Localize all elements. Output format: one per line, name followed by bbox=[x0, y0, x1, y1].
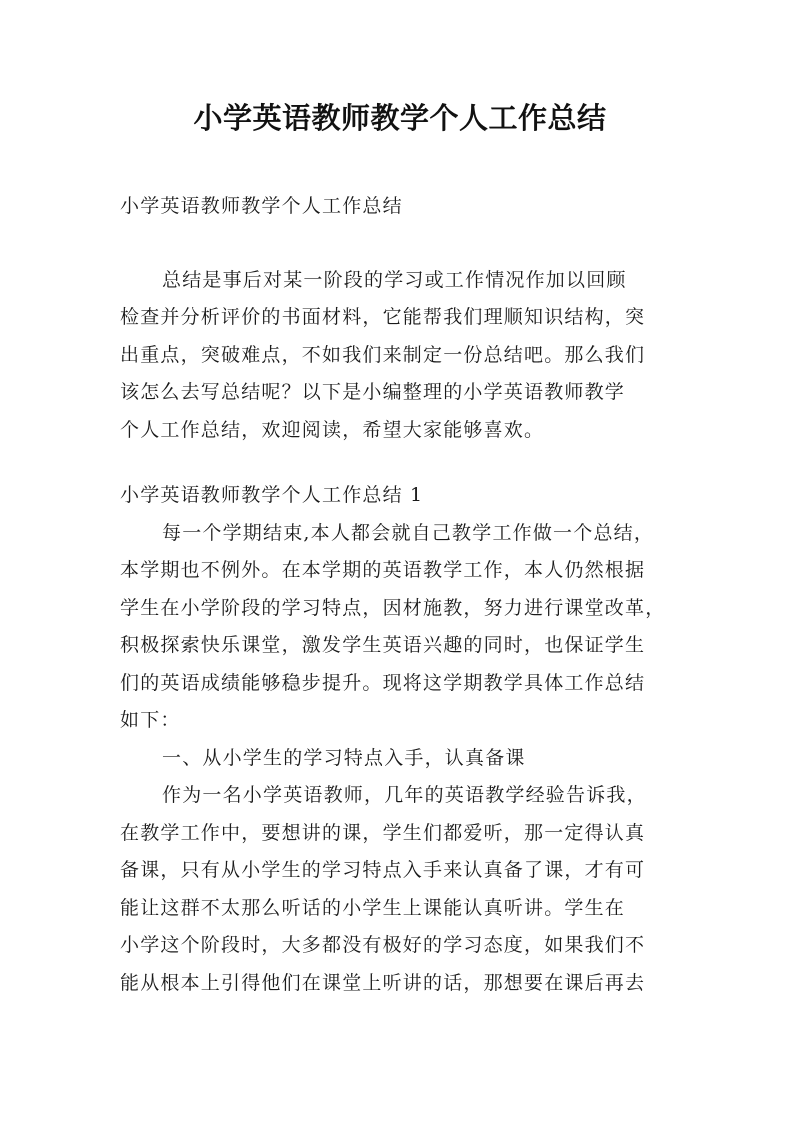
paragraph-line: 能让这群不太那么听话的小学生上课能认真听讲。学生在 bbox=[120, 896, 626, 919]
paragraph-line: 该怎么去写总结呢？以下是小编整理的小学英语教师教学 bbox=[120, 381, 626, 403]
paragraph-line: 备课，只有从小学生的学习特点入手来认真备了课，才有可 bbox=[120, 859, 646, 881]
paragraph-line: 们的英语成绩能够稳步提升。现将这学期教学具体工作总结 bbox=[120, 671, 646, 694]
paragraph-line: 本学期也不例外。在本学期的英语教学工作，本人仍然根据 bbox=[120, 559, 646, 581]
document-subtitle: 小学英语教师教学个人工作总结 bbox=[120, 195, 403, 217]
paragraph-line: 积极探索快乐课堂，激发学生英语兴趣的同时，也保证学生 bbox=[120, 634, 646, 656]
section1-paragraph bbox=[120, 515, 686, 740]
paragraph-line: 作为一名小学英语教师，几年的英语教学经验告诉我， bbox=[162, 784, 647, 806]
paragraph-line: 检查并分析评价的书面材料，它能帮我们理顺知识结构，突 bbox=[120, 306, 646, 328]
paragraph-line: 个人工作总结，欢迎阅读，希望大家能够喜欢。 bbox=[120, 418, 545, 441]
document-title: 小学英语教师教学个人工作总结 bbox=[193, 101, 607, 135]
point1-paragraph bbox=[120, 777, 686, 1002]
paragraph-line: 小学这个阶段时，大多都没有极好的学习态度，如果我们不 bbox=[120, 934, 646, 956]
paragraph-line: 能从根本上引得他们在课堂上听讲的话，那想要在课后再去 bbox=[120, 971, 646, 994]
paragraph-line: 在教学工作中，要想讲的课，学生们都爱听，那一定得认真 bbox=[120, 821, 646, 844]
document-body bbox=[120, 188, 686, 1002]
paragraph-line: 学生在小学阶段的学习特点，因材施教，努力进行课堂改革， bbox=[120, 596, 666, 619]
section-heading: 小学英语教师教学个人工作总结 1 bbox=[120, 484, 424, 506]
paragraph-line: 总结是事后对某一阶段的学习或工作情况作加以回顾 bbox=[162, 268, 627, 291]
paragraph-line: 每一个学期结束,本人都会就自己教学工作做一个总结， bbox=[162, 521, 655, 544]
paragraph-line: 如下： bbox=[120, 709, 181, 731]
point-heading: 一、从小学生的学习特点入手，认真备课 bbox=[162, 746, 526, 769]
intro-paragraph bbox=[120, 262, 686, 450]
paragraph-line: 出重点，突破难点，不如我们来制定一份总结吧。那么我们 bbox=[120, 343, 646, 366]
